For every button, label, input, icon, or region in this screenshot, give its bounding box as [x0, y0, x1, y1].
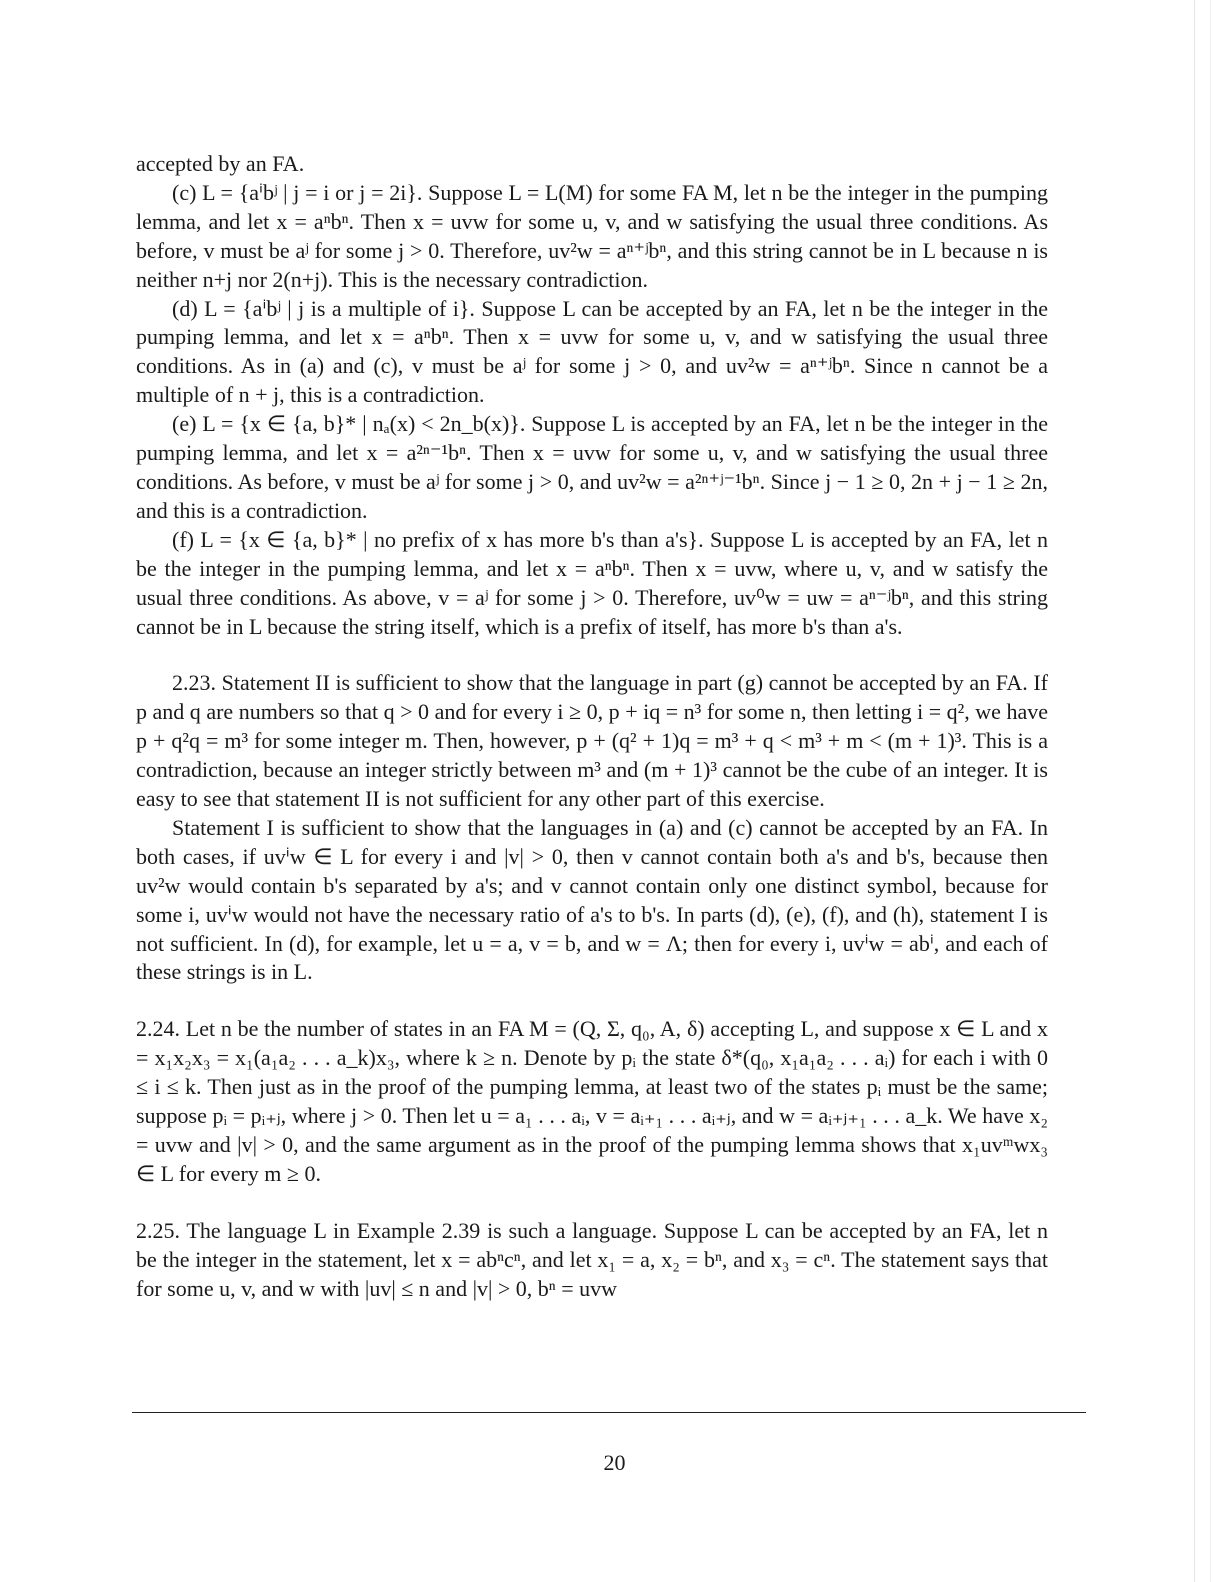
paragraph-f: (f) L = {x ∈ {a, b}* | no prefix of x has more b's than a's}. Suppose L is accepted by an FA, let n be the integer in the pumping lemma, and let x = aⁿbⁿ. Then x = uvw, where u, v, and w satisfy the usual three conditions. As above, v = aʲ for some j > 0. Therefore, uv⁰w = uw = aⁿ⁻ʲbⁿ, and this string cannot be in L because the string itself, which is a prefix of itself, has more b's than a's.	[136, 526, 1048, 639]
paragraph-2-24: 2.24. Let n be the number of states in an FA M = (Q, Σ, q₀, A, δ) accepting L, and suppose x ∈ L and x = x₁x₂x₃ = x₁(a₁a₂ . . . a_k)x₃, where k ≥ n. Denote by pᵢ the state δ*(q₀, x₁a₁a₂ . . . aᵢ) for each i with 0 ≤ i ≤ k. Then just as in the proof of the pumping lemma, at least two of the states pᵢ must be the same; suppose pᵢ = pᵢ₊ⱼ, where j > 0. Then let u = a₁ . . . aᵢ, v = aᵢ₊₁ . . . aᵢ₊ⱼ, and w = aᵢ₊ⱼ₊₁ . . . a_k. We have x₂ = uvw and |v| > 0, and the same argument as in the proof of the pumping lemma shows that x₁uvᵐwx₃ ∈ L for every m ≥ 0.	[136, 1016, 1048, 1186]
paragraph-2-25: 2.25. The language L in Example 2.39 is such a language. Suppose L can be accepted by an FA, let n be the integer in the statement, let x = abⁿcⁿ, and let x₁ = a, x₂ = bⁿ, and x₃ = cⁿ. The statement says that for some u, v, and w with |uv| ≤ n and |v| > 0, bⁿ = uvw	[136, 1217, 1048, 1301]
footer-rule	[132, 1412, 1086, 1413]
page-number: 20	[603, 1450, 626, 1475]
section-gap	[136, 1189, 1048, 1217]
section-gap	[136, 987, 1048, 1015]
scan-edge	[1194, 0, 1195, 1582]
paragraph-2-23-b: Statement I is sufficient to show that the languages in (a) and (c) cannot be accepted by an FA. In both cases, if uvⁱw ∈ L for every i and |v| > 0, then v cannot contain both a's and b's, because then uv²w would contain b's separated by a's; and v cannot contain only one distinct symbol, because for some i, uvⁱw would not have the necessary ratio of a's to b's. In parts (d), (e), (f), and (h), statement I is not sufficient. In (d), for example, let u = a, v = b, and w = Λ; then for every i, uvⁱw = abⁱ, and each of these strings is in L.	[136, 814, 1048, 985]
page-body	[136, 150, 1048, 1304]
paragraph-e: (e) L = {x ∈ {a, b}* | nₐ(x) < 2n_b(x)}. Suppose L is accepted by an FA, let n be the integer in the pumping lemma, and let x = a²ⁿ⁻¹bⁿ. Then x = uvw for some u, v, and w satisfying the usual three conditions. As before, v must be aʲ for some j > 0, and uv²w = a²ⁿ⁺ʲ⁻¹bⁿ. Since j − 1 ≥ 0, 2n + j − 1 ≥ 2n, and this is a contradiction.	[136, 411, 1048, 523]
paragraph-continuation: accepted by an FA.	[136, 151, 305, 176]
section-gap	[136, 641, 1048, 669]
scan-edge-secondary	[1210, 0, 1211, 1582]
paragraph-2-23-a: 2.23. Statement II is sufficient to show that the language in part (g) cannot be accepted by an FA. If p and q are numbers so that q > 0 and for every i ≥ 0, p + iq = n³ for some n, then letting i = q², we have p + q²q = m³ for some integer m. Then, however, p + (q² + 1)q = m³ + q < m³ + m < (m + 1)³. This is a contradiction, because an integer strictly between m³ and (m + 1)³ cannot be the cube of an integer. It is easy to see that statement II is not sufficient for any other part of this exercise.	[136, 670, 1048, 812]
paragraph-c: (c) L = {aⁱbʲ | j = i or j = 2i}. Suppose L = L(M) for some FA M, let n be the integer in the pumping lemma, and let x = aⁿbⁿ. Then x = uvw for some u, v, and w satisfying the usual three conditions. As before, v must be aʲ for some j > 0. Therefore, uv²w = aⁿ⁺ʲbⁿ, and this string cannot be in L because n is neither n+j nor 2(n+j). This is the necessary contradiction.	[136, 179, 1048, 292]
paragraph-d: (d) L = {aⁱbʲ | j is a multiple of i}. Suppose L can be accepted by an FA, let n be the integer in the pumping lemma, and let x = aⁿbⁿ. Then x = uvw for some u, v, and w satisfying the usual three conditions. As in (a) and (c), v must be aʲ for some j > 0, and uv²w = aⁿ⁺ʲbⁿ. Since n cannot be a multiple of n + j, this is a contradiction.	[136, 295, 1048, 408]
